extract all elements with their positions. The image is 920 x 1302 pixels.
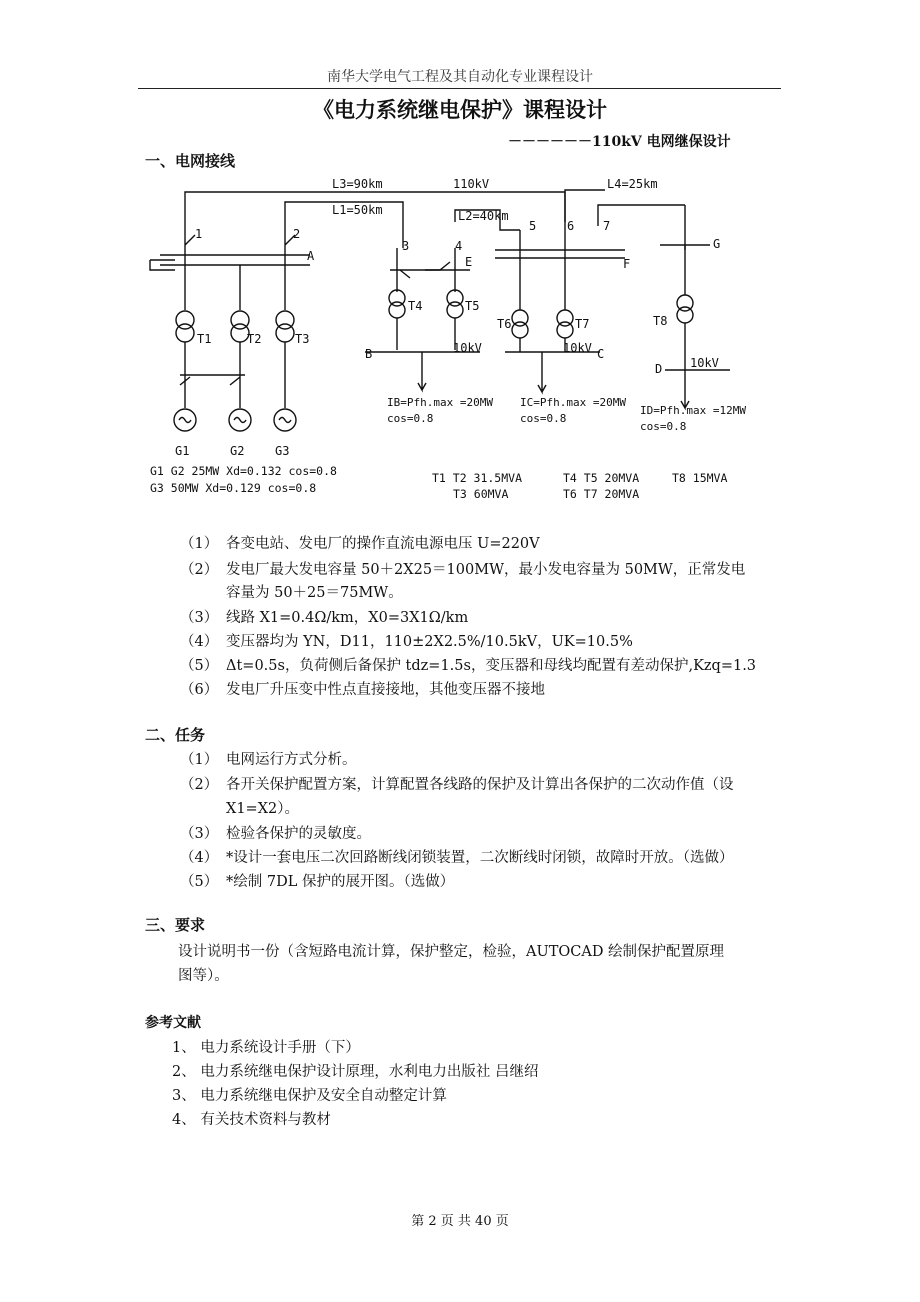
svg-text:T6 T7 20MVA: T6 T7 20MVA [563,487,640,501]
svg-text:T3: T3 [295,332,310,346]
svg-text:ID=Pfh.max =12MW: ID=Pfh.max =12MW [640,404,746,417]
s1-item-4: （4） 变压器均为 YN，D11，110±2X2.5%/10.5kV，UK=10.5% [180,634,633,650]
page-footer: 第 2 页 共 40 页 [411,1214,509,1229]
s3-text-2: 图等）。 [178,968,229,984]
s1-item-5: （5） Δt=0.5s，负荷侧后备保护 tdz=1.5s，变压器和母线均配置有差动保护,Kzq=1.3 [180,658,757,674]
svg-text:T2: T2 [247,332,262,346]
document-subtitle: －－－－－－110kV 电网继保设计 [508,134,731,150]
svg-text:10kV: 10kV [453,341,482,355]
svg-text:T4 T5 20MVA: T4 T5 20MVA [563,471,640,485]
section3-heading: 三、要求 [145,916,206,934]
svg-text:2: 2 [293,227,301,241]
svg-text:C: C [597,347,605,361]
s1-item-1: （1） 各变电站、发电厂的操作直流电源电压 U=220V [180,536,540,552]
reference-item: 4、 有关技术资料与教材 [172,1112,331,1128]
svg-text:A: A [307,249,315,263]
svg-text:cos=0.8: cos=0.8 [640,420,687,433]
s3-text-1: 设计说明书一份（含短路电流计算，保护整定，检验，AUTOCAD 绘制保护配置原理 [178,944,725,960]
svg-text:cos=0.8: cos=0.8 [520,412,567,425]
line-l4 [598,205,685,226]
header-rule [138,88,781,89]
s1-item-2: （2） 发电厂最大发电容量 50＋2X25＝100MW，最小发电容量为 50MW，正常发电 [180,562,746,578]
section2-heading: 二、任务 [145,726,206,744]
page-header: 南华大学电气工程及其自动化专业课程设计 [327,69,593,85]
s2-item-4: （4） *设计一套电压二次回路断线闭锁装置，二次断线时闭锁，故障时开放。（选做） [180,850,734,866]
svg-text:T8 15MVA: T8 15MVA [672,471,728,485]
svg-text:G3 50MW Xd=0.129 cos=0.: G3 50MW Xd=0.129 cos=0.8 [150,481,317,495]
svg-text:7: 7 [603,219,611,233]
s2-item-2-cont: X1=X2）。 [226,801,299,817]
label-l3: L3=90km [332,177,383,191]
svg-text:T7: T7 [575,317,590,331]
svg-text:T8: T8 [653,314,668,328]
grid-wiring-diagram [135,170,795,510]
section1-heading: 一、电网接线 [145,152,236,170]
svg-text:IC=Pfh.max =20MW: IC=Pfh.max =20MW [520,396,626,409]
svg-text:G2: G2 [230,444,245,458]
svg-text:G1: G1 [175,444,190,458]
svg-text:cos=0.8: cos=0.8 [387,412,434,425]
svg-text:T3 60MVA: T3 60MVA [453,487,509,501]
svg-text:G1 G2 25MW Xd=0.132 cos=0.8: G1 G2 25MW Xd=0.132 cos=0.8 [150,464,337,478]
reference-item: 2、 电力系统继电保护设计原理，水利电力出版社 吕继绍 [172,1064,539,1080]
svg-text:B: B [365,347,373,361]
svg-text:1: 1 [195,227,203,241]
svg-text:G: G [713,237,721,251]
svg-text:T5: T5 [465,299,480,313]
s2-item-5: （5） *绘制 7DL 保护的展开图。（选做） [180,874,455,890]
svg-text:T1 T2 31.5MVA: T1 T2 31.5MVA [432,471,523,485]
s1-item-2-cont: 容量为 50＋25＝75MW。 [226,585,403,601]
reference-item: 1、 电力系统设计手册（下） [172,1040,360,1056]
svg-text:IB=Pfh.max =20MW: IB=Pfh.max =20MW [387,396,493,409]
svg-text:10kV: 10kV [563,341,592,355]
s2-item-2: （2） 各开关保护配置方案，计算配置各线路的保护及计算出各保护的二次动作值（设 [180,777,734,793]
svg-text:T6: T6 [497,317,512,331]
svg-text:6: 6 [567,219,575,233]
svg-text:4: 4 [455,239,463,253]
svg-text:E: E [465,255,473,269]
svg-text:T4: T4 [408,299,423,313]
svg-text:T1: T1 [197,332,212,346]
reference-item: 3、 电力系统继电保护及安全自动整定计算 [172,1088,447,1104]
label-l1: L1=50km [332,203,383,217]
svg-text:10kV: 10kV [690,356,719,370]
references-heading: 参考文献 [145,1015,201,1031]
s1-item-6: （6） 发电厂升压变中性点直接接地，其他变压器不接地 [180,682,545,698]
document-title: 《电力系统继电保护》课程设计 [313,97,607,122]
label-l4: L4=25km [607,177,658,191]
svg-text:F: F [623,257,631,271]
label-110kv: 110kV [453,177,490,191]
svg-text:3: 3 [402,239,410,253]
label-l2: L2=40km [458,209,509,223]
svg-text:D: D [655,362,663,376]
s1-item-3: （3） 线路 X1=0.4Ω/km，X0=3X1Ω/km [180,610,469,626]
s2-item-1: （1） 电网运行方式分析。 [180,752,357,768]
svg-text:G3: G3 [275,444,290,458]
svg-text:5: 5 [529,219,537,233]
s2-item-3: （3） 检验各保护的灵敏度。 [180,826,371,842]
